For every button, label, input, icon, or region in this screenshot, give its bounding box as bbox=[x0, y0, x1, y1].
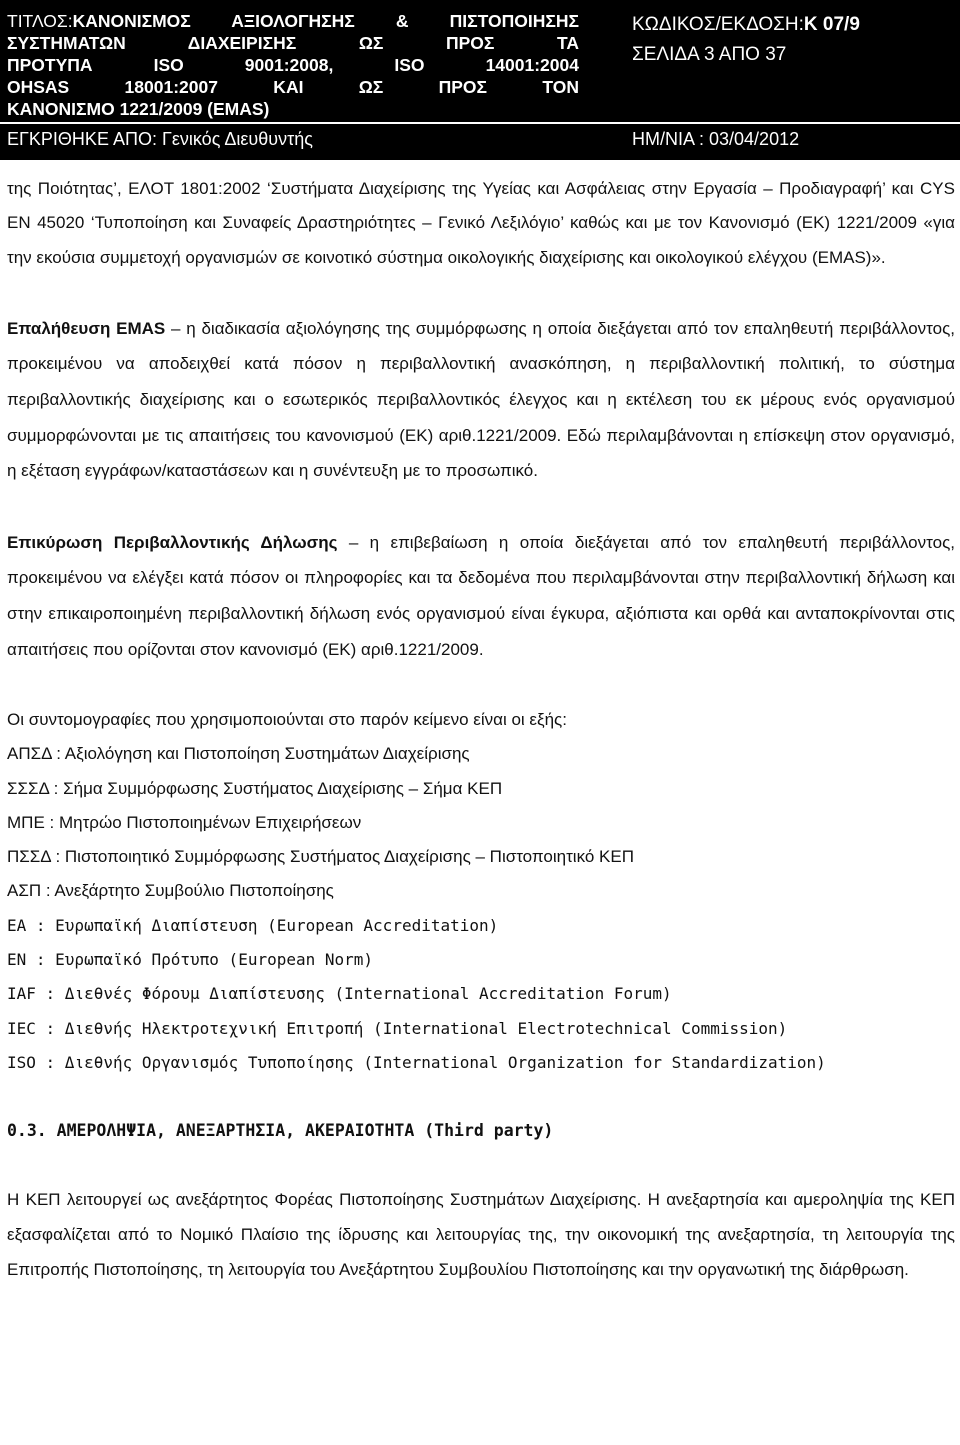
page-number: ΣΕΛΙΔΑ 3 ΑΠΟ 37 bbox=[632, 44, 787, 65]
title-label: ΤΙΤΛΟΣ: bbox=[7, 11, 73, 31]
document-body bbox=[7, 172, 955, 1287]
paragraph-declaration-validation: Επικύρωση Περιβαλλοντικής Δήλωσης – η επιβεβαίωση η οποία διεξάγεται από τον επαληθευτή περιβάλλοντος, προκειμένου να ελέγξει κατά πόσον οι πληροφορίες και τα δεδομένα που περιλαμβάνονται στην περιβαλλοντική δήλωση και στην επικαιροποιημένη περιβαλλοντική δήλωση ενός οργανισμού είναι έγκυρα, αξιόπιστα και ορθά και ανταποκρίνονται στις απαιτήσεις που ορίζονται στον κανονισμό (ΕΚ) αριθ.1221/2009. bbox=[7, 532, 955, 659]
document-title-block bbox=[7, 10, 579, 120]
title-line-5: ΚΑΝΟΝΙΣΜΟ 1221/2009 (EMAS) bbox=[7, 99, 270, 119]
title-line-4: OHSAS 18001:2007 ΚΑΙ ΩΣ ΠΡΟΣ ΤΟΝ bbox=[7, 77, 579, 97]
abbreviations-list bbox=[7, 737, 955, 1080]
list-item: ΕΝ : Ευρωπαϊκό Πρότυπο (European Norm) bbox=[7, 950, 374, 970]
title-line-2: ΣΥΣΤΗΜΑΤΩΝ ΔΙΑΧΕΙΡΙΣΗΣ ΩΣ ΠΡΟΣ ΤΑ bbox=[7, 33, 579, 53]
title-line-3: ΠΡΟΤΥΠΑ ISO 9001:2008, ISO 14001:2004 bbox=[7, 55, 579, 75]
document-code: ΚΩΔΙΚΟΣ/ΕΚΔΟΣΗ:Κ 07/9 bbox=[632, 14, 860, 35]
section-heading: 0.3. ΑΜΕΡΟΛΗΨΙΑ, ΑΝΕΞΑΡΤΗΣΙΑ, ΑΚΕΡΑΙΟΤΗΤΑ (Third party) bbox=[7, 1121, 554, 1141]
list-item: ΠΣΣΔ : Πιστοποιητικό Συμμόρφωσης Συστήματος Διαχείρισης – Πιστοποιητικό ΚΕΠ bbox=[7, 847, 634, 867]
paragraph-impartiality: Η ΚΕΠ λειτουργεί ως ανεξάρτητος Φορέας Πιστοποίησης Συστημάτων Διαχείρισης. Η ανεξαρτησία και αμεροληψία της ΚΕΠ εξασφαλίζεται από το Νομικό Πλαίσιο της ίδρυσης και λειτουργίας της, την οικονομική της ανεξαρτησία, τη λειτουργία της Επιτροπής Πιστοποίησης, τη λειτουργία του Ανεξάρτητου Συμβουλίου Πιστοποίησης και την οργανωτική της διάρθρωση. bbox=[7, 1190, 955, 1280]
list-item: ISO : Διεθνής Οργανισμός Τυποποίησης (International Organization for Standardization) bbox=[7, 1052, 826, 1072]
list-item: ΣΣΣΔ : Σήμα Συμμόρφωσης Συστήματος Διαχείρισης – Σήμα ΚΕΠ bbox=[7, 778, 503, 798]
document-code-block bbox=[632, 10, 860, 70]
paragraph-standards: της Ποιότητας’, ΕΛΟΤ 1801:2002 ‘Συστήματα Διαχείρισης της Υγείας και Ασφάλειας στην Εργασία – Προδιαγραφή’ και CYS EN 45020 ‘Τυποποίηση και Συναφείς Δραστηριότητες – Γενικό Λεξιλόγιο’ καθώς και με τον Κανονισμό (ΕΚ) 1221/2009 «για την εκούσια συμμετοχή οργανισμών σε κοινοτικό σύστημα οικολογικής διαχείρισης και οικολογικού ελέγχου (EMAS)». bbox=[7, 179, 955, 267]
document-date: ΗΜ/ΝΙΑ : 03/04/2012 bbox=[632, 129, 800, 149]
approved-by: ΕΓΚΡΙΘΗΚΕ ΑΠΟ: Γενικός Διευθυντής bbox=[7, 129, 313, 149]
abbreviations-intro: Οι συντομογραφίες που χρησιμοποιούνται στο παρόν κείμενο είναι οι εξής: bbox=[7, 710, 567, 730]
header-divider bbox=[0, 122, 960, 124]
term-emas-verification: Επαλήθευση EMAS bbox=[7, 318, 166, 338]
list-item: IEC : Διεθνής Ηλεκτροτεχνική Επιτροπή (International Electrotechnical Commission) bbox=[7, 1018, 788, 1038]
list-item: ΑΣΠ : Ανεξάρτητο Συμβούλιο Πιστοποίησης bbox=[7, 881, 334, 901]
paragraph-emas-verification: Επαλήθευση EMAS – η διαδικασία αξιολόγησης της συμμόρφωσης η οποία διεξάγεται από τον επαληθευτή περιβάλλοντος, προκειμένου να αποδειχθεί κατά πόσον η περιβαλλοντική ανασκόπηση, η περιβαλλοντική πολιτική, το σύστημα περιβαλλοντικής διαχείρισης και ο εσωτερικός περιβαλλοντικός έλεγχος και η εκτέλεση του εκ μέρους ενός οργανισμού συμμορφώνονται με τις απαιτήσεις του κανονισμού (ΕΚ) αριθ.1221/2009. Εδώ περιλαμβάνονται η επίσκεψη στον οργανισμό, η εξέταση εγγράφων/καταστάσεων και η συνέντευξη με το προσωπικό. bbox=[7, 318, 955, 481]
list-item: ΑΠΣΔ : Αξιολόγηση και Πιστοποίηση Συστημάτων Διαχείρισης bbox=[7, 744, 470, 764]
list-item: ΜΠΕ : Μητρώο Πιστοποιημένων Επιχειρήσεων bbox=[7, 812, 362, 832]
list-item: IAF : Διεθνές Φόρουμ Διαπίστευσης (International Accreditation Forum) bbox=[7, 984, 672, 1004]
title-line-1: ΤΙΤΛΟΣ:ΚΑΝΟΝΙΣΜΟΣ ΑΞΙΟΛΟΓΗΣΗΣ & ΠΙΣΤΟΠΟΙΗΣΗΣ bbox=[7, 11, 579, 31]
list-item: ΕΑ : Ευρωπαϊκή Διαπίστευση (European Accreditation) bbox=[7, 915, 499, 935]
term-declaration-validation: Επικύρωση Περιβαλλοντικής Δήλωσης bbox=[7, 532, 338, 552]
document-code-value: Κ 07/9 bbox=[803, 14, 860, 35]
document-header bbox=[0, 0, 960, 160]
